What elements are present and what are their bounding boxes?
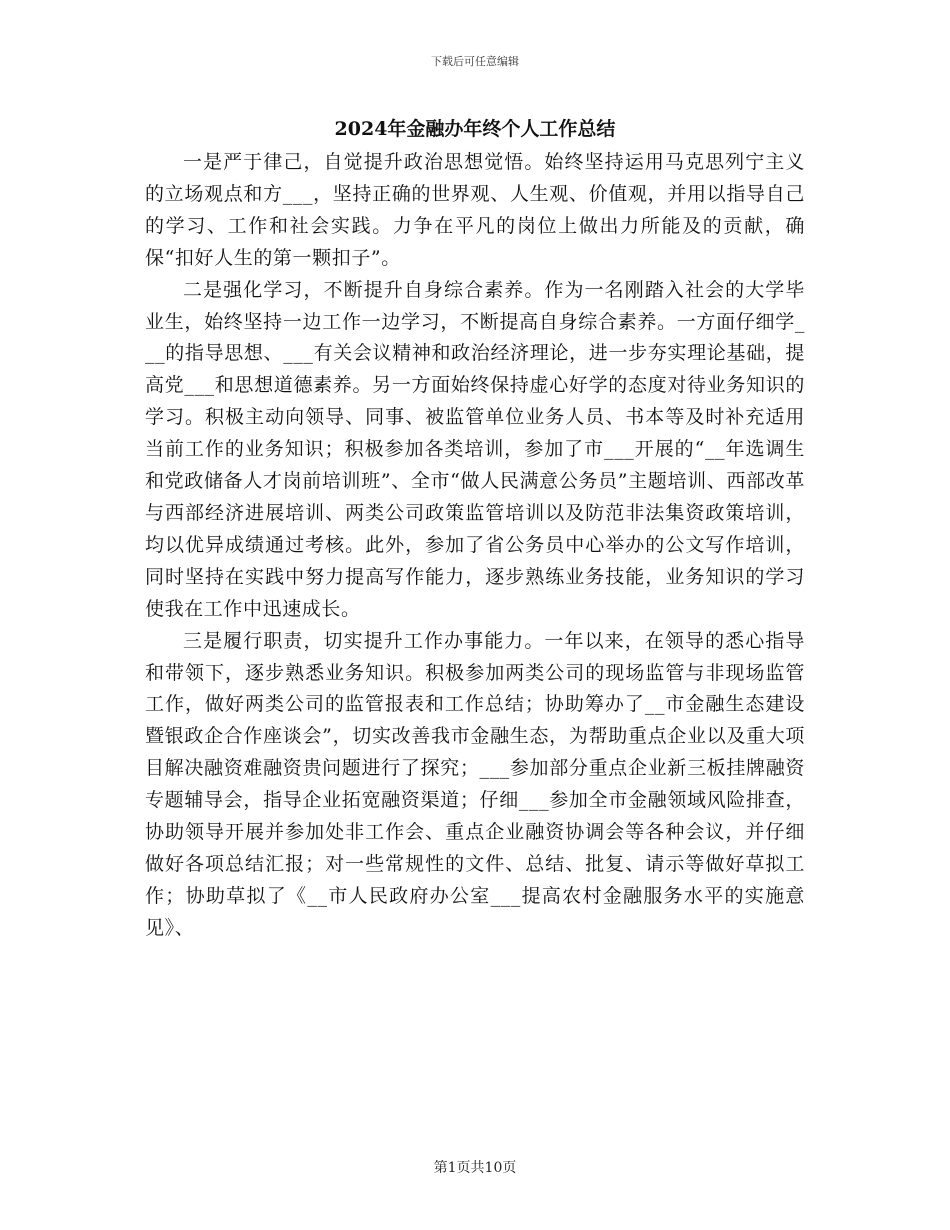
document-title: 2024年金融办年终个人工作总结 (334, 118, 616, 140)
header-note: 下载后可任意编辑 (431, 55, 519, 68)
paragraph-2: 二是强化学习，不断提升自身综合素养。作为一名刚踏入社会的大学毕业生，始终坚持一边工作一边学习，不断提高自身综合素养。一方面仔细学___的指导思想、___有关会议精神和政治经济理论，进一步夯实理论基础，提高党___和思想道德素养。另一方面始终保持虚心好学的态度对待业务知识的学习。积极主动向领导、同事、被监管单位业务人员、书本等及时补充适用当前工作的业务知识；积极参加各类培训，参加了市___开展的“__年选调生和党政储备人才岗前培训班”、全市“做人民满意公务员”主题培训、西部改革与西部经济进展培训、两类公司政策监管培训以及防范非法集资政策培训，均以优异成绩通过考核。此外，参加了省公务员中心举办的公文写作培训，同时坚持在实践中努力提高写作能力，逐步熟练业务技能，业务知识的学习使我在工作中迅速成长。 (145, 278, 805, 620)
page-footer: 第1页共10页 (433, 1160, 517, 1176)
paragraph-1: 一是严于律己，自觉提升政治思想觉悟。始终坚持运用马克思列宁主义的立场观点和方___，坚持正确的世界观、人生观、价值观，并用以指导自己的学习、工作和社会实践。力争在平凡的岗位上做出力所能及的贡献，确保“扣好人生的第一颗扣子”。 (145, 151, 805, 269)
document-body (145, 147, 805, 945)
paragraph-3: 三是履行职责，切实提升工作办事能力。一年以来，在领导的悉心指导和带领下，逐步熟悉业务知识。积极参加两类公司的现场监管与非现场监管工作，做好两类公司的监管报表和工作总结；协助筹办了__市金融生态建设暨银政企合作座谈会”，切实改善我市金融生态，为帮助重点企业以及重大项目解决融资难融资贵问题进行了探究；___参加部分重点企业新三板挂牌融资专题辅导会，指导企业拓宽融资渠道；仔细___参加全市金融领域风险排查，协助领导开展并参加处非工作会、重点企业融资协调会等各种会议，并仔细做好各项总结汇报；对一些常规性的文件、总结、批复、请示等做好草拟工作；协助草拟了《__市人民政府办公室___提高农村金融服务水平的实施意见》、 (145, 629, 805, 939)
